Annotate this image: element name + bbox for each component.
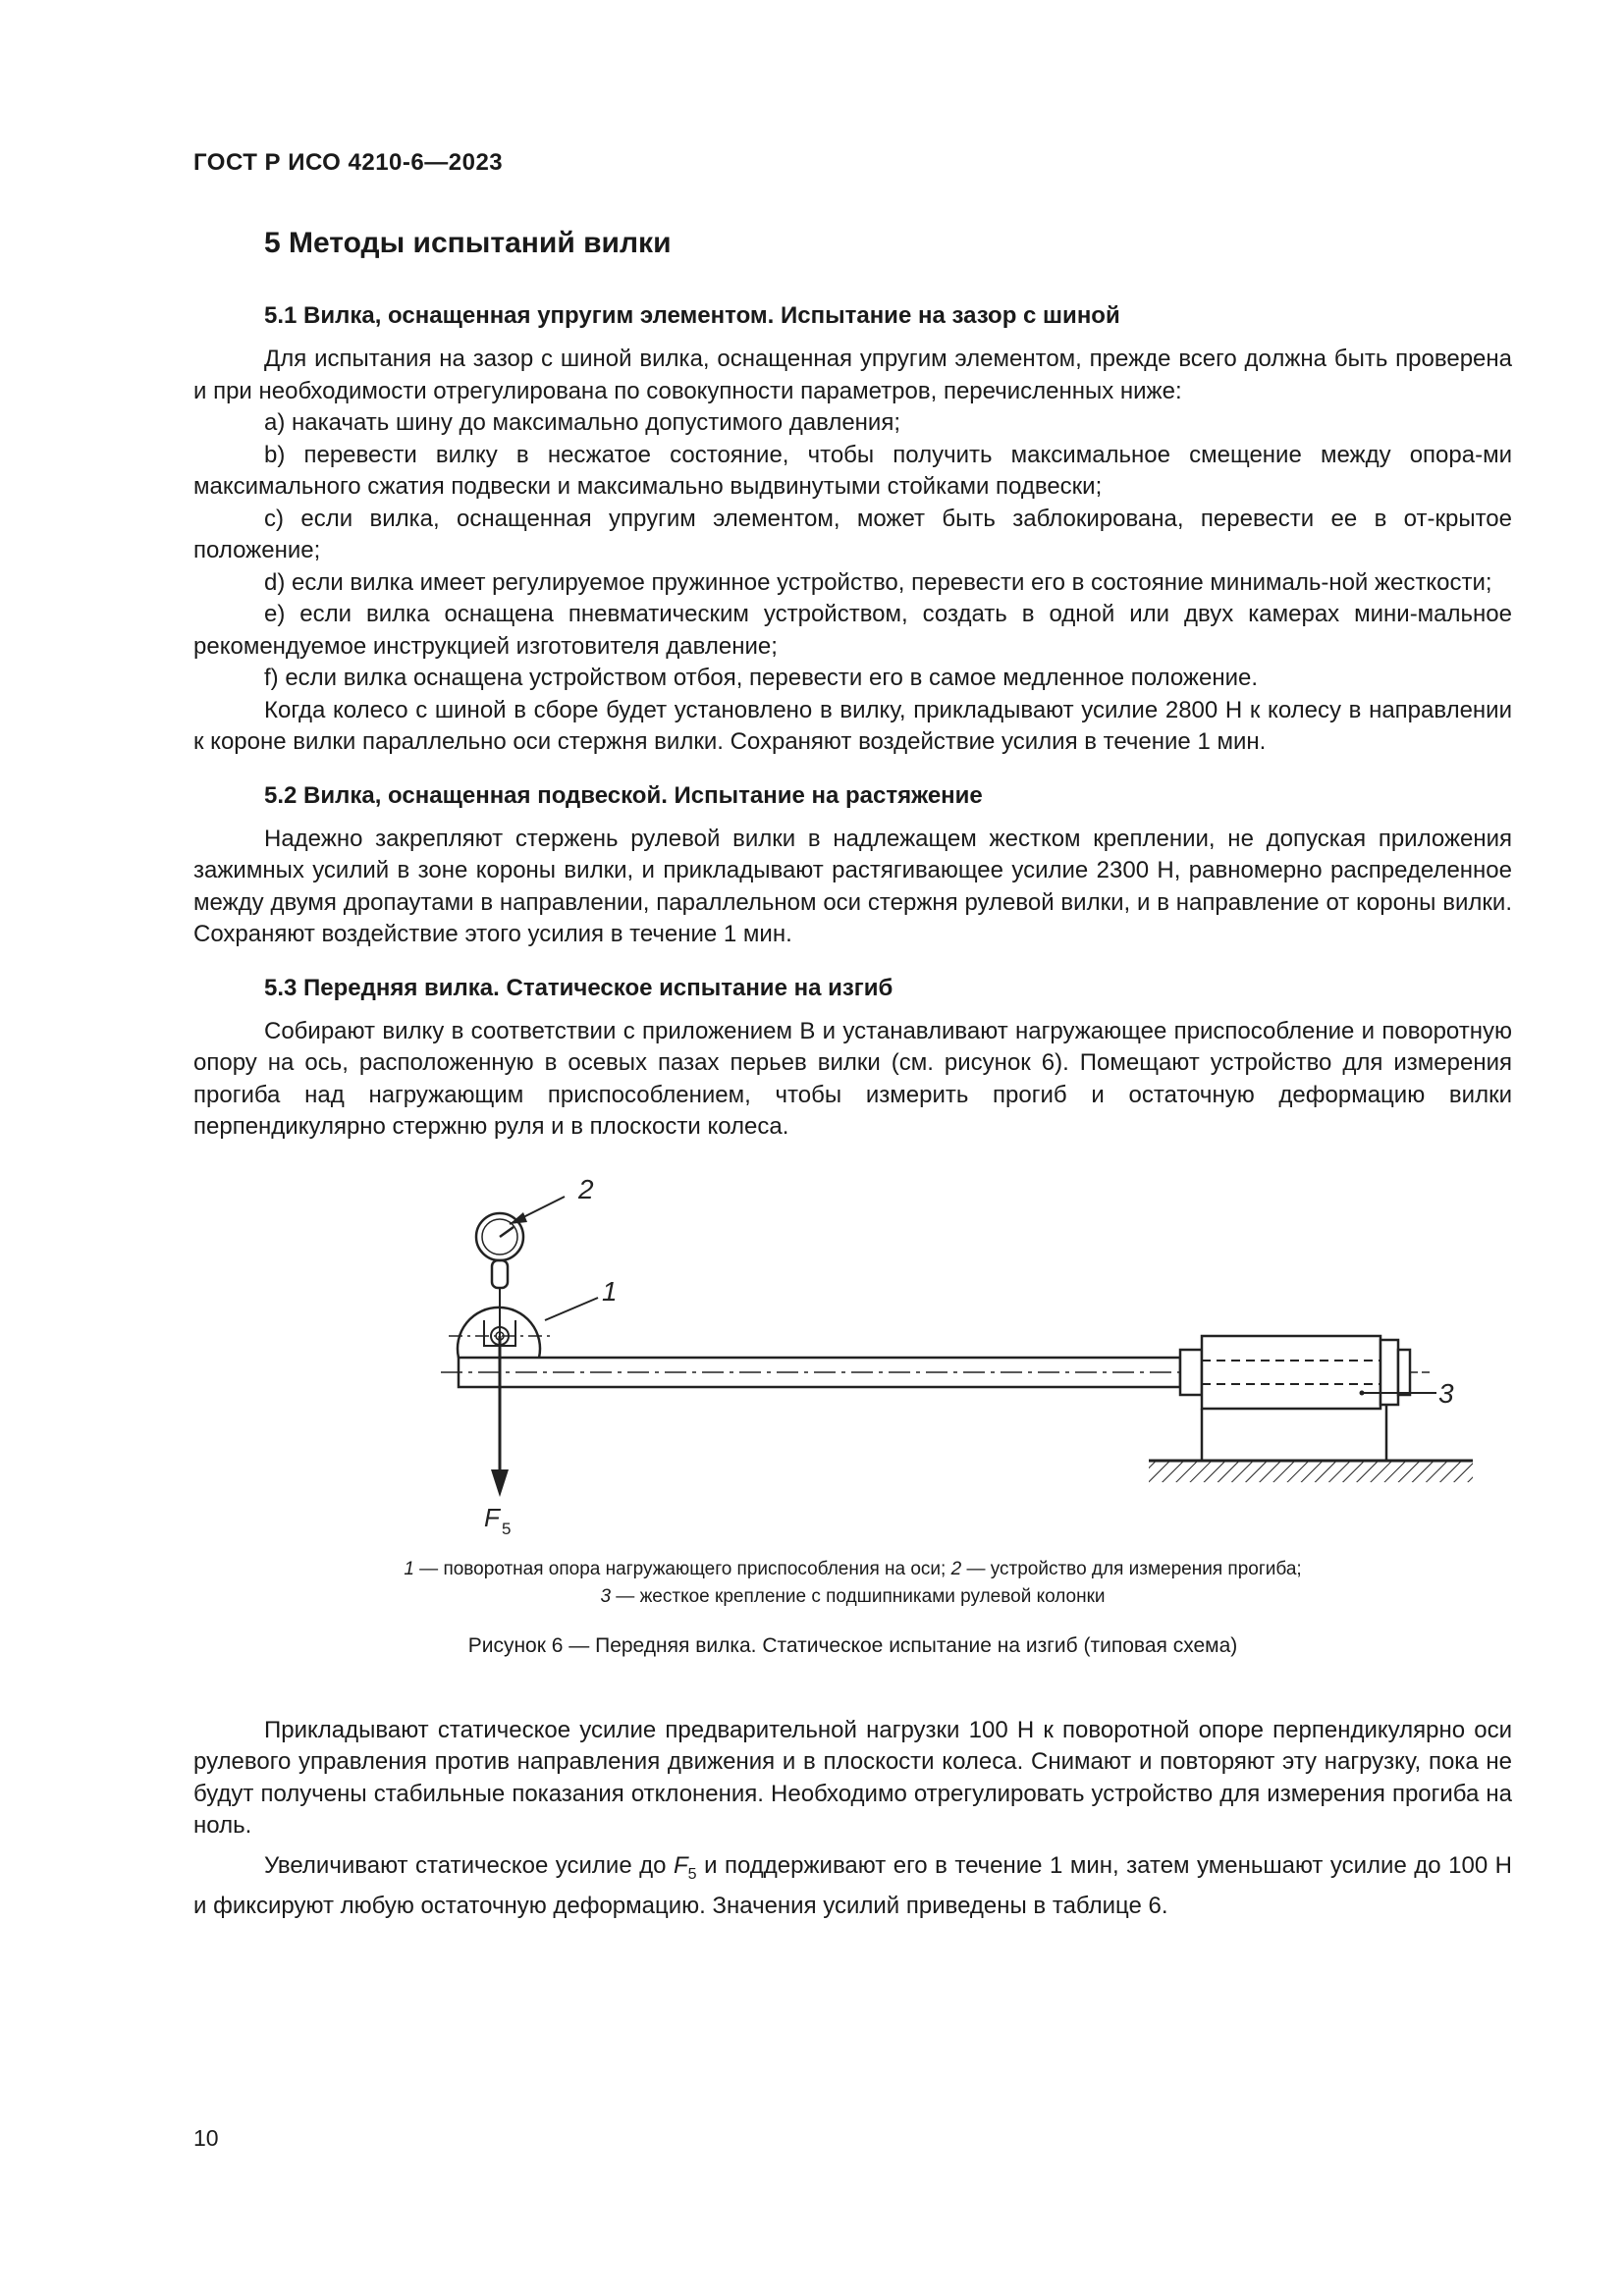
list-item: c) если вилка, оснащенная упругим элементом, может быть заблокирована, перевести ее в от-крытое положение; <box>193 505 1512 563</box>
legend-num: 3 <box>600 1585 612 1607</box>
paragraph: Прикладывают статическое усилие предварительной нагрузки 100 Н к поворотной опоре перпендикулярно оси рулевого управления против направления движения и в плоскости колеса. Снимают и повторяют эту нагрузку, пока не будут получены стабильные показания отклонения. Необходимо отрегулировать устройство для измерения прогиба на ноль. <box>193 1716 1512 1839</box>
legend-line <box>193 1556 1512 1583</box>
list-item: e) если вилка оснащена пневматическим устройством, создать в одной или двух камерах мини-мальное рекомендуемое инструкцией изготовителя давление; <box>193 601 1512 660</box>
page-content <box>193 224 1512 1922</box>
legend-text: — жесткое крепление с подшипниками рулевой колонки <box>611 1585 1106 1607</box>
page-number: 10 <box>193 2125 219 2151</box>
force-label-subscript: 5 <box>502 1519 512 1538</box>
text-run: и поддерживают его в течение 1 мин, затем уменьшают усилие до 100 Н и фиксируют любую остаточную деформацию. Значения усилий приведены в таблице 6. <box>193 1851 1512 1919</box>
rigid-clamp <box>1180 1336 1433 1460</box>
paragraph <box>193 1850 1512 1923</box>
text-run: Увеличивают статическое усилие до <box>264 1851 674 1879</box>
paragraph: Для испытания на зазор с шиной вилка, оснащенная упругим элементом, прежде всего должна быть проверена и при необходимости отрегулирована по совокупности параметров, перечисленных ниже: <box>193 346 1512 404</box>
paragraph: Собирают вилку в соответствии с приложением В и устанавливают нагружающее приспособление и поворотную опору на ось, расположенную в осевых пазах перьев вилки (см. рисунок 6). Помещают устройство для измерения прогиба над нагружающим приспособлением, чтобы измерить прогиб и остаточную деформацию вилки перпендикулярно стержню руля и в плоскости колеса. <box>193 1017 1512 1140</box>
figure-label-2: 2 <box>578 1173 594 1204</box>
subsection-body-5-1 <box>193 344 1512 759</box>
document-header: ГОСТ Р ИСО 4210-6—2023 <box>193 149 504 176</box>
ground <box>1149 1461 1473 1482</box>
figure-legend <box>193 1556 1512 1611</box>
subsection-title-5-1: 5.1 Вилка, оснащенная упругим элементом. Испытание на зазор с шиной <box>264 302 1120 329</box>
subsection-title-5-2: 5.2 Вилка, оснащенная подвеской. Испытание на растяжение <box>264 781 983 809</box>
list-item: d) если вилка имеет регулируемое пружинное устройство, перевести его в состояние минималь-ной жесткости; <box>264 568 1492 596</box>
figure-diagram <box>193 1173 1512 1566</box>
force-subscript: 5 <box>687 1865 697 1883</box>
figure-6 <box>193 1173 1512 1657</box>
leader-line <box>545 1298 598 1320</box>
legend-num: 2 <box>950 1558 962 1579</box>
subsection-body-5-2 <box>193 824 1512 951</box>
paragraph: Когда колесо с шиной в сборе будет установлено в вилку, прикладывают усилие 2800 Н к колесу в направлении к короне вилки параллельно оси стержня вилки. Сохраняют воздействие усилия в течение 1 мин. <box>193 696 1512 755</box>
paragraph: Надежно закрепляют стержень рулевой вилки в надлежащем жестком креплении, не допуская приложения зажимных усилий в зоне короны вилки, и прикладывают растягивающее усилие 2300 Н, равномерно распределенное между двумя дропаутами в направлении, параллельном оси стержня рулевой вилки, и в направление от короны вилки. Сохраняют воздействие этого усилия в течение 1 мин. <box>193 825 1512 947</box>
force-label: F <box>484 1502 500 1532</box>
list-item: f) если вилка оснащена устройством отбоя, перевести его в самое медленное положение. <box>264 665 1258 691</box>
legend-text: — устройство для измерения прогиба; <box>961 1558 1302 1579</box>
figure-label-1: 1 <box>602 1275 618 1307</box>
fork-bar <box>441 1358 1254 1387</box>
list-item: a) накачать шину до максимально допустимого давления; <box>264 409 900 436</box>
subsection-title-5-3: 5.3 Передняя вилка. Статическое испытание на изгиб <box>264 974 893 1001</box>
section-title: 5 Методы испытаний вилки <box>264 227 672 259</box>
legend-line <box>193 1583 1512 1611</box>
list-item: b) перевести вилку в несжатое состояние, чтобы получить максимальное смещение между опора-ми максимального сжатия подвески и максимально выдвинутыми стойками подвески; <box>193 441 1512 500</box>
force-symbol: F <box>674 1851 688 1879</box>
legend-text: — поворотная опора нагружающего приспособления на оси; <box>413 1558 951 1579</box>
after-figure-text <box>193 1715 1512 1923</box>
figure-title: Рисунок 6 — Передняя вилка. Статическое испытание на изгиб (типовая схема) <box>467 1633 1238 1657</box>
legend-num: 1 <box>404 1558 414 1579</box>
subsection-body-5-3 <box>193 1016 1512 1144</box>
figure-label-3: 3 <box>1438 1377 1454 1409</box>
